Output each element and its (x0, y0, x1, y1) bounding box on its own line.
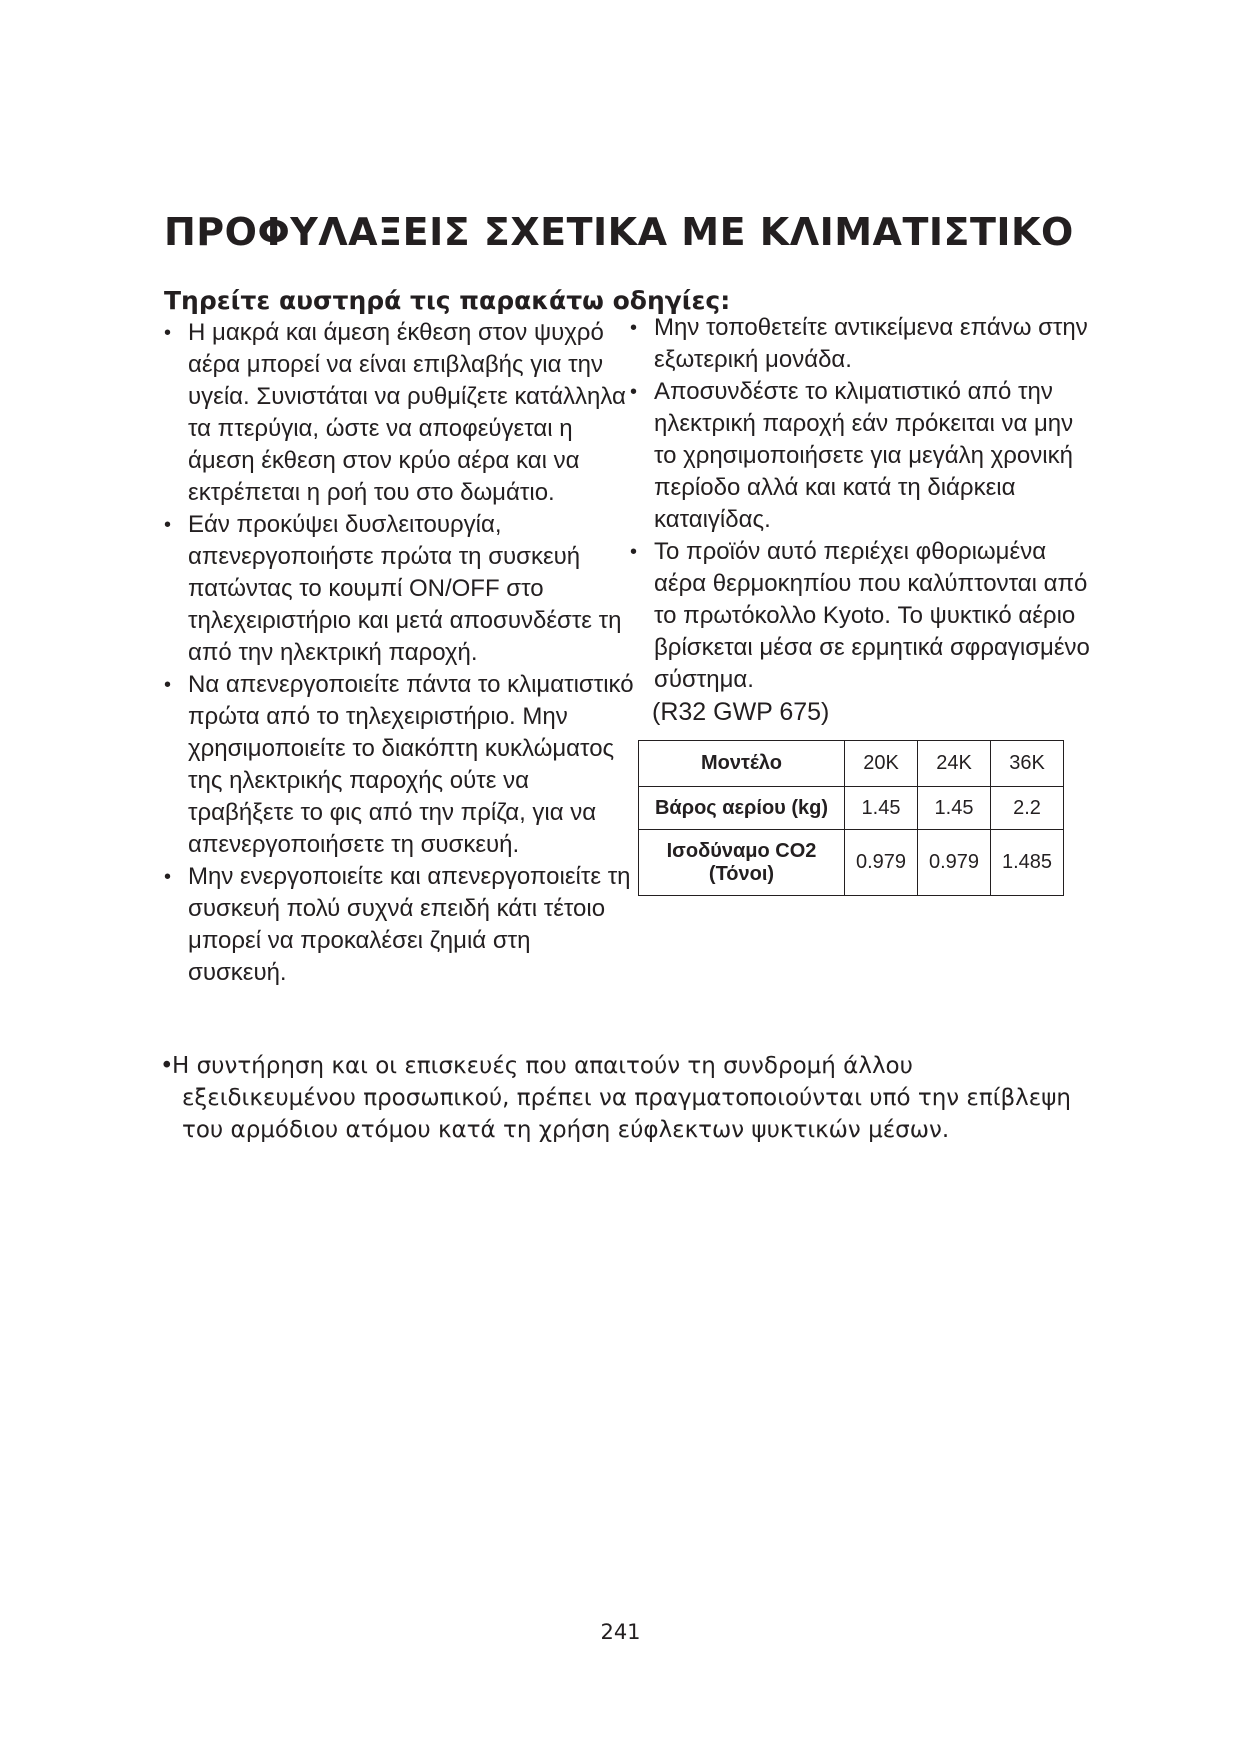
table-header-cell: 24K (918, 741, 991, 787)
table-cell: 1.485 (991, 830, 1064, 896)
maintenance-note (160, 1050, 1120, 1146)
table-cell: 0.979 (918, 830, 991, 896)
list-item: • Η μακρά και άμεση έκθεση στον ψυχρό αέρα μπορεί να είναι επιβλαβής για την υγεία. Συνιστάται να ρυθμίζετε κατάλληλα τα πτερύγια, ώστε να αποφεύγεται η άμεση έκθεση στον κρύο αέρα και να εκτρέπεται η ροή του στο δωμάτιο. (164, 317, 634, 509)
list-item: • Αποσυνδέστε το κλιματιστικό από την ηλεκτρική παροχή εάν πρόκειται να μην το χρησιμοποιήσετε για μεγάλη χρονική περίοδο αλλά και κατά τη διάρκεια καταιγίδας. (630, 376, 1100, 536)
bullet-icon: • (160, 1053, 174, 1079)
table-row (639, 830, 1064, 896)
right-bullet-list (630, 312, 1100, 696)
refrigerant-label: (R32 GWP 675) (652, 698, 830, 726)
table-cell: 2.2 (991, 787, 1064, 830)
table-cell: 0.979 (845, 830, 918, 896)
table-cell: 1.45 (845, 787, 918, 830)
list-item: • Μην τοποθετείτε αντικείμενα επάνω στην εξωτερική μονάδα. (630, 312, 1100, 376)
table-row-label: Ισοδύναμο CO2 (Τόνοι) (639, 830, 845, 896)
table-row (639, 787, 1064, 830)
table-header-cell: 36K (991, 741, 1064, 787)
list-item: • Το προϊόν αυτό περιέχει φθοριωμένα αέρα θερμοκηπίου που καλύπτονται από το πρωτόκολλο Kyoto. Το ψυκτικό αέριο βρίσκεται μέσα σε ερμητικά σφραγισμένο σύστημα. (630, 536, 1100, 696)
left-bullet-list (164, 317, 634, 989)
table-row-label: Βάρος αερίου (kg) (639, 787, 845, 830)
instructions-heading: Τηρείτε αυστηρά τις παρακάτω οδηγίες: (164, 286, 731, 315)
table-header-cell: 20K (845, 741, 918, 787)
list-item: • Μην ενεργοποιείτε και απενεργοποιείτε τη συσκευή πολύ συχνά επειδή κάτι τέτοιο μπορεί να προκαλέσει ζημιά στη συσκευή. (164, 861, 634, 989)
note-line: εξειδικευμένου προσωπικού, πρέπει να πραγματοποιούνται υπό την επίβλεψη (182, 1085, 1071, 1111)
right-column (630, 312, 1100, 896)
list-item: • Να απενεργοποιείτε πάντα το κλιματιστικό πρώτα από το τηλεχειριστήριο. Μην χρησιμοποιείτε το διακόπτη κυκλώματος της ηλεκτρικής παροχής ούτε να τραβήξετε το φις από την πρίζα, για να απενεργοποιήσετε τη συσκευή. (164, 669, 634, 861)
table-cell: 1.45 (918, 787, 991, 830)
refrigerant-table (638, 740, 1064, 896)
note-line: Η συντήρηση και οι επισκευές που απαιτούν τη συνδρομή άλλου (172, 1053, 913, 1079)
table-header-cell: Μοντέλο (639, 741, 845, 787)
list-item: • Εάν προκύψει δυσλειτουργία, απενεργοποιήστε πρώτα τη συσκευή πατώντας το κουμπί ON/OFF στο τηλεχειριστήριο και μετά αποσυνδέστε τη από την ηλεκτρική παροχή. (164, 509, 634, 669)
note-line: του αρμόδιου ατόμου κατά τη χρήση εύφλεκτων ψυκτικών μέσων. (182, 1117, 950, 1143)
table-header-row (639, 741, 1064, 787)
page-number: 241 (600, 1620, 641, 1644)
page-title: ΠΡΟΦΥΛΑΞΕΙΣ ΣΧΕΤΙΚΑ ΜΕ ΚΛΙΜΑΤΙΣΤΙΚΟ (164, 210, 1074, 254)
left-column (164, 285, 731, 989)
